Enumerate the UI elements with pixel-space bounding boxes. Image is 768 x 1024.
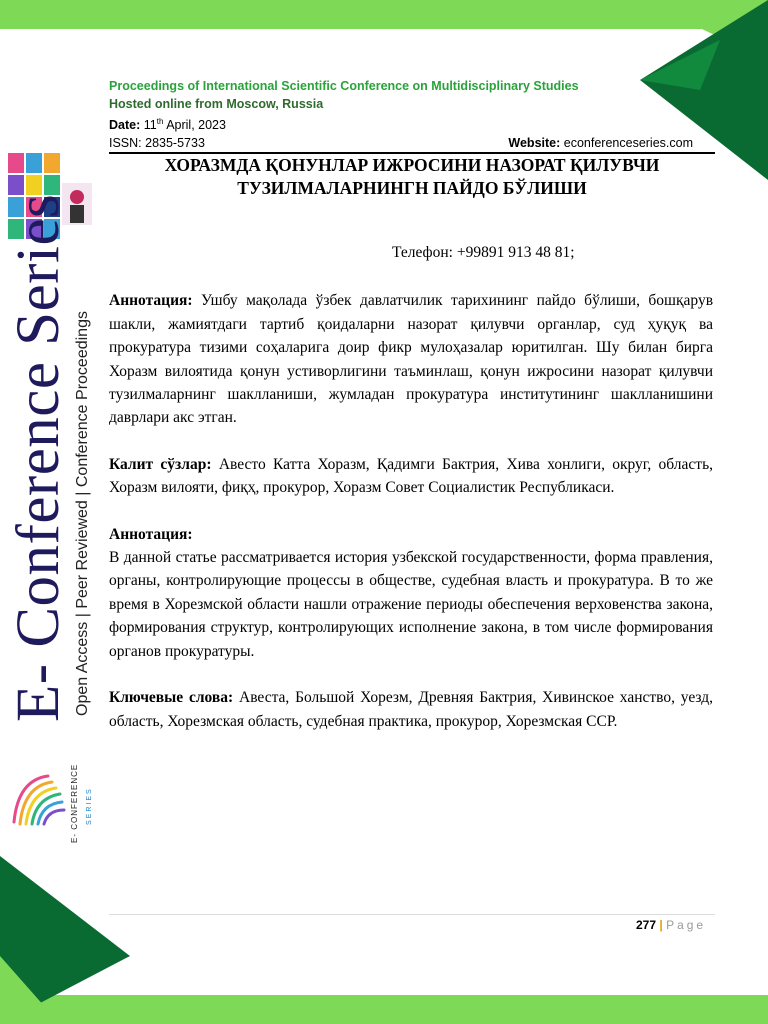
abstract-ru: В данной статье рассматривается история узбекской государственности, форма правления, органы, контролирующие процессы в обществе, судебная власть и прокуратура. В то же время в Хорезмской области нашли отражение периоды обеспечения верховенства закона, формирования структур, контролирующих исполнение закона, в том числе формирования органов прокуратуры. [109, 549, 713, 660]
logo-label-line2: SERIES [86, 787, 93, 825]
hosted-location: Hosted online from Moscow, Russia [109, 96, 324, 111]
bottom-left-corner-decoration [0, 856, 130, 1024]
keywords-uz: Калит сўзлар: Авесто Катта Хоразм, Қадимги Бактрия, Хива хонлиги, округ, область, Хоразм вилояти, фиқҳ, прокурор, Хоразм Совет Социалистик Республикаси. [109, 455, 714, 497]
footer-divider [109, 914, 715, 915]
conference-date: Date: 11th April, 2023 [109, 117, 226, 133]
abstract-ru-heading: Аннотация: [109, 525, 193, 543]
keywords-ru: Ключевые слова: Авеста, Большой Хорезм, Древняя Бактрия, Хивинское ханство, уезд, область, Хорезмская область, судебная практика, прокурор, Хорезмская ССР. [109, 689, 714, 730]
author-phone: Телефон: +99891 913 48 81; [392, 244, 575, 261]
logo-label-line1: E- CONFERENCE [70, 763, 79, 843]
issn: ISSN: 2835-5733 [109, 135, 205, 150]
conference-header [109, 78, 709, 152]
proceedings-title: Proceedings of International Scientific Conference on Multidisciplinary Studies [109, 79, 579, 93]
website-link[interactable]: econferenceseries.com [563, 135, 693, 150]
abstract-uz: Аннотация: Ушбу мақолада ўзбек давлатчилик тарихининг пайдо бўлиши, бошқарув шакли, жамиятдаги тартиб қоидаларни назорат қилувчи органлар, суд ҳуқуқ ва прокуратура тизими соҳаларига доир фикр мулоҳазалар юритилган. Шу билан бирга Хоразм вилоятида қонун устиворлигини таъминлаш, қонун ижросини назорат қилувчи тузилмаларнинг шаклланиши, жумладан прокуратура институтининг шаклланишини даврлари акс этган. [109, 292, 714, 427]
conference-logo-icon [8, 770, 66, 828]
article-title: ХОРАЗМДА ҚОНУНЛАР ИЖРОСИНИ НАЗОРАТ ҚИЛУВЧИ ТУЗИЛМАЛАРНИНГН ПАЙДО БЎЛИШИ [164, 155, 660, 198]
brand-name: E- Conference Series [5, 193, 72, 722]
brand-tagline: Open Access | Peer Reviewed | Conference Proceedings [74, 311, 91, 716]
article-body [109, 241, 713, 733]
page-number: 277 | Page [636, 918, 707, 932]
website: Website: econferenceseries.com [508, 135, 693, 150]
